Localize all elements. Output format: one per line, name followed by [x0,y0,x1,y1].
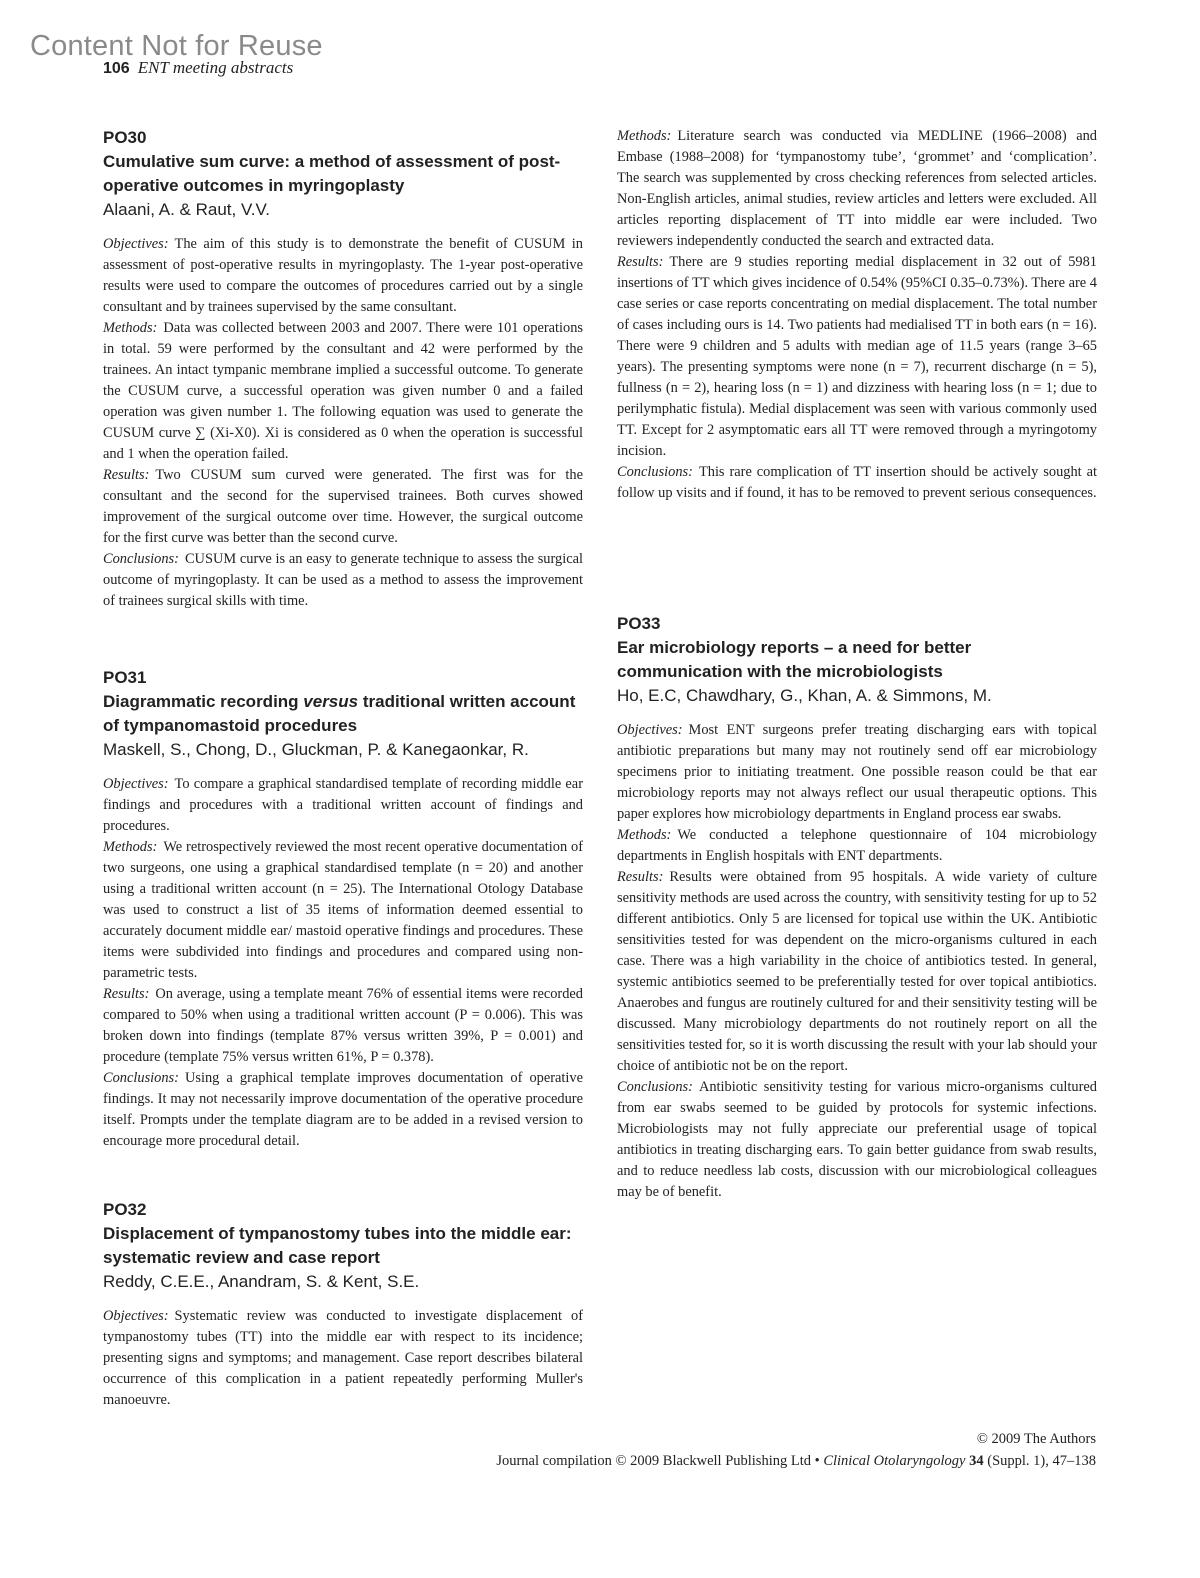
conclusions-paragraph [617,1077,1097,1203]
results-paragraph [103,984,583,1068]
abstract-po32 [103,1198,583,1411]
abstract-authors: Maskell, S., Chong, D., Gluckman, P. & Kanegaonkar, R. [103,740,529,759]
section-text: Literature search was conducted via MEDLINE (1966–2008) and Embase (1988–2008) for ‘tympanostomy tube’, ‘grommet’ and ‘complication’. The search was supplemented by cross checking references from selected articles. Non-English articles, animal studies, review articles and letters were excluded. All articles reporting displacement of TT into middle ear were included. Two reviewers independently conducted the search and extracted data. [617,128,1097,249]
conclusions-paragraph [617,462,1097,504]
left-column [103,126,583,1411]
section-text: Most ENT surgeons prefer treating discharging ears with topical antibiotic preparations but many may not routinely send off ear microbiology specimens prior to initiating treatment. One possible reason could be that ear microbiology reports may not always reflect our usual therapeutic options. This paper explores how microbiology departments in England process ear swabs. [617,722,1097,822]
section-label: Results: [103,986,150,1002]
section-label: Objectives: [617,722,683,738]
abstract-po33 [617,612,1097,1203]
section-text: Systematic review was conducted to investigate displacement of tympanostomy tubes (TT) into the middle ear with respect to its incidence; presenting signs and symptoms; and management. Case report describes bilateral occurrence of this complication in a patient repeatedly performing Muller's manoeuvre. [103,1308,583,1408]
title-italic: versus [303,692,359,711]
section-text: This rare complication of TT insertion should be actively sought at follow up visits and if found, it has to be removed to prevent serious consequences. [617,464,1097,501]
title-part: traditional written account of tympanomastoid procedures [103,692,576,735]
running-head [103,58,293,78]
journal-section: ENT meeting abstracts [137,58,294,77]
conclusions-paragraph [103,1068,583,1152]
methods-paragraph [617,825,1097,867]
abstract-code: PO30 [103,128,147,147]
compilation-prefix: Journal compilation © 2009 Blackwell Publishing Ltd • [496,1453,824,1469]
abstract-title: Cumulative sum curve: a method of assessment of post-operative outcomes in myringoplasty [103,152,561,195]
abstract-po31 [103,666,583,1152]
section-label: Methods: [103,320,158,336]
section-text: CUSUM curve is an easy to generate technique to assess the surgical outcome of myringoplasty. It can be used as a method to assess the improvement of trainees surgical skills with time. [103,551,583,609]
journal-name: Clinical Otolaryngology [823,1453,966,1469]
section-label: Objectives: [103,776,169,792]
section-text: Results were obtained from 95 hospitals. A wide variety of culture sensitivity methods are used across the country, with sensitivity testing for up to 52 different antibiotics. Only 5 are licensed for topical use within the UK. Antibiotic sensitivities tested for was dependent on the micro-organisms cultured in each case. There was a high variability in the choice of antibiotics tested. In general, systemic antibiotics seemed to be preferentially tested for over topical antibiotics. Anaerobes and fungus are routinely cultured for and their sensitivity testing will be discussed. Many microbiology departments do not routinely report on all the sensitivities tested for, so it is worth discussing the result with your lab should your choice of antibiotic not be on the report. [617,869,1097,1074]
section-label: Objectives: [103,1308,169,1324]
section-label: Conclusions: [617,1079,693,1095]
page-number: 106 [103,60,130,77]
section-label: Methods: [103,839,158,855]
section-text: The aim of this study is to demonstrate the benefit of CUSUM in assessment of post-operative results in myringoplasty. The 1-year post-operative results were used to compare the outcomes of procedures carried out by a single consultant and by trainees supervised by the same consultant. [103,236,583,315]
section-label: Conclusions: [103,551,179,567]
title-part: Diagrammatic recording [103,692,304,711]
abstract-code: PO31 [103,668,147,687]
volume-suffix: (Suppl. 1), 47–138 [983,1453,1096,1469]
journal-volume: 34 [969,1453,984,1469]
results-paragraph [617,252,1097,462]
methods-paragraph [617,126,1097,252]
results-paragraph [103,465,583,549]
abstract-code: PO32 [103,1200,147,1219]
right-column [617,126,1097,1203]
section-label: Conclusions: [617,464,693,480]
section-label: Methods: [617,128,672,144]
section-text: To compare a graphical standardised template of recording middle ear findings and procedures with a traditional written account of findings and procedures. [103,776,583,834]
compilation-line [496,1450,1096,1472]
section-text: We conducted a telephone questionnaire of 104 microbiology departments in English hospitals with ENT departments. [617,827,1097,864]
methods-paragraph [103,318,583,465]
conclusions-paragraph [103,549,583,612]
abstract-title [103,690,583,738]
section-text: We retrospectively reviewed the most recent operative documentation of two surgeons, one using a graphical standardised template (n = 20) and another using a traditional written account (n = 25). The International Otology Database was used to construct a list of 35 items of information deemed essential to accurately document middle ear/ mastoid operative findings and procedures. These items were subdivided into findings and procedures and compared using non-parametric tests. [103,839,583,981]
abstract-authors: Alaani, A. & Raut, V.V. [103,200,270,219]
section-text: Antibiotic sensitivity testing for various micro-organisms cultured from ear swabs seemed to be guided by protocols for systemic infections. Microbiologists may not fully appreciate our preferential usage of topical antibiotics in treating discharging ears. To gain better guidance from swab results, and to reduce needless lab costs, discussion with our microbiological colleagues may be of benefit. [617,1079,1097,1200]
section-text: On average, using a template meant 76% of essential items were recorded compared to 50% when using a traditional written account (P = 0.006). This was broken down into findings (template 87% versus written 39%, P = 0.001) and procedure (template 75% versus written 61%, P = 0.378). [103,986,583,1065]
section-text: There are 9 studies reporting medial displacement in 32 out of 5981 insertions of TT which gives incidence of 0.54% (95%CI 0.35–0.73%). There are 4 case series or case reports concentrating on medial displacement. The total number of cases including ours is 14. Two patients had medialised TT in both ears (n = 16). There were 9 children and 5 adults with median age of 11.5 years (range 3–65 years). The presenting symptoms were none (n = 7), recurrent discharge (n = 5), fullness (n = 2), hearing loss (n = 1) and dizziness with hearing loss (n = 1; due to perilymphatic fistula). Medial displacement was seen with various commonly used TT. Except for 2 asymptomatic ears all TT were removed through a myringotomy incision. [617,254,1097,459]
section-text: Data was collected between 2003 and 2007. There were 101 operations in total. 59 were performed by the consultant and 42 were performed by the trainees. An intact tympanic membrane implied a successful outcome. To generate the CUSUM curve, a successful operation was given number 0 and a failed operation was given number 1. The following equation was used to generate the CUSUM curve ∑ (Xi-X0). Xi is considered as 0 when the operation is successful and 1 when the operation failed. [103,320,583,462]
abstract-po32-continued [617,126,1097,504]
page-footer [496,1428,1096,1472]
abstract-po30 [103,126,583,612]
section-label: Results: [617,869,664,885]
section-label: Results: [617,254,664,270]
abstract-title: Ear microbiology reports – a need for better communication with the microbiologists [617,638,972,681]
objectives-paragraph [103,234,583,318]
abstract-code: PO33 [617,614,661,633]
watermark: Content Not for Reuse [30,30,323,62]
results-paragraph [617,867,1097,1077]
section-label: Results: [103,467,150,483]
section-text: Using a graphical template improves documentation of operative findings. It may not necessarily improve documentation of the operative procedure itself. Prompts under the template diagram are to be added in a revised version to encourage more procedural detail. [103,1070,583,1149]
section-label: Conclusions: [103,1070,179,1086]
objectives-paragraph [617,720,1097,825]
objectives-paragraph [103,774,583,837]
abstract-authors: Reddy, C.E.E., Anandram, S. & Kent, S.E. [103,1272,420,1291]
objectives-paragraph [103,1306,583,1411]
section-label: Objectives: [103,236,169,252]
copyright-line: © 2009 The Authors [976,1431,1096,1447]
abstract-authors: Ho, E.C, Chawdhary, G., Khan, A. & Simmons, M. [617,686,992,705]
abstract-title: Displacement of tympanostomy tubes into the middle ear: systematic review and case report [103,1224,572,1267]
methods-paragraph [103,837,583,984]
section-label: Methods: [617,827,672,843]
section-text: Two CUSUM sum curved were generated. The first was for the consultant and the second for the supervised trainees. Both curves showed improvement of the surgical outcome over time. However, the surgical outcome for the first curve was better than the second curve. [103,467,583,546]
